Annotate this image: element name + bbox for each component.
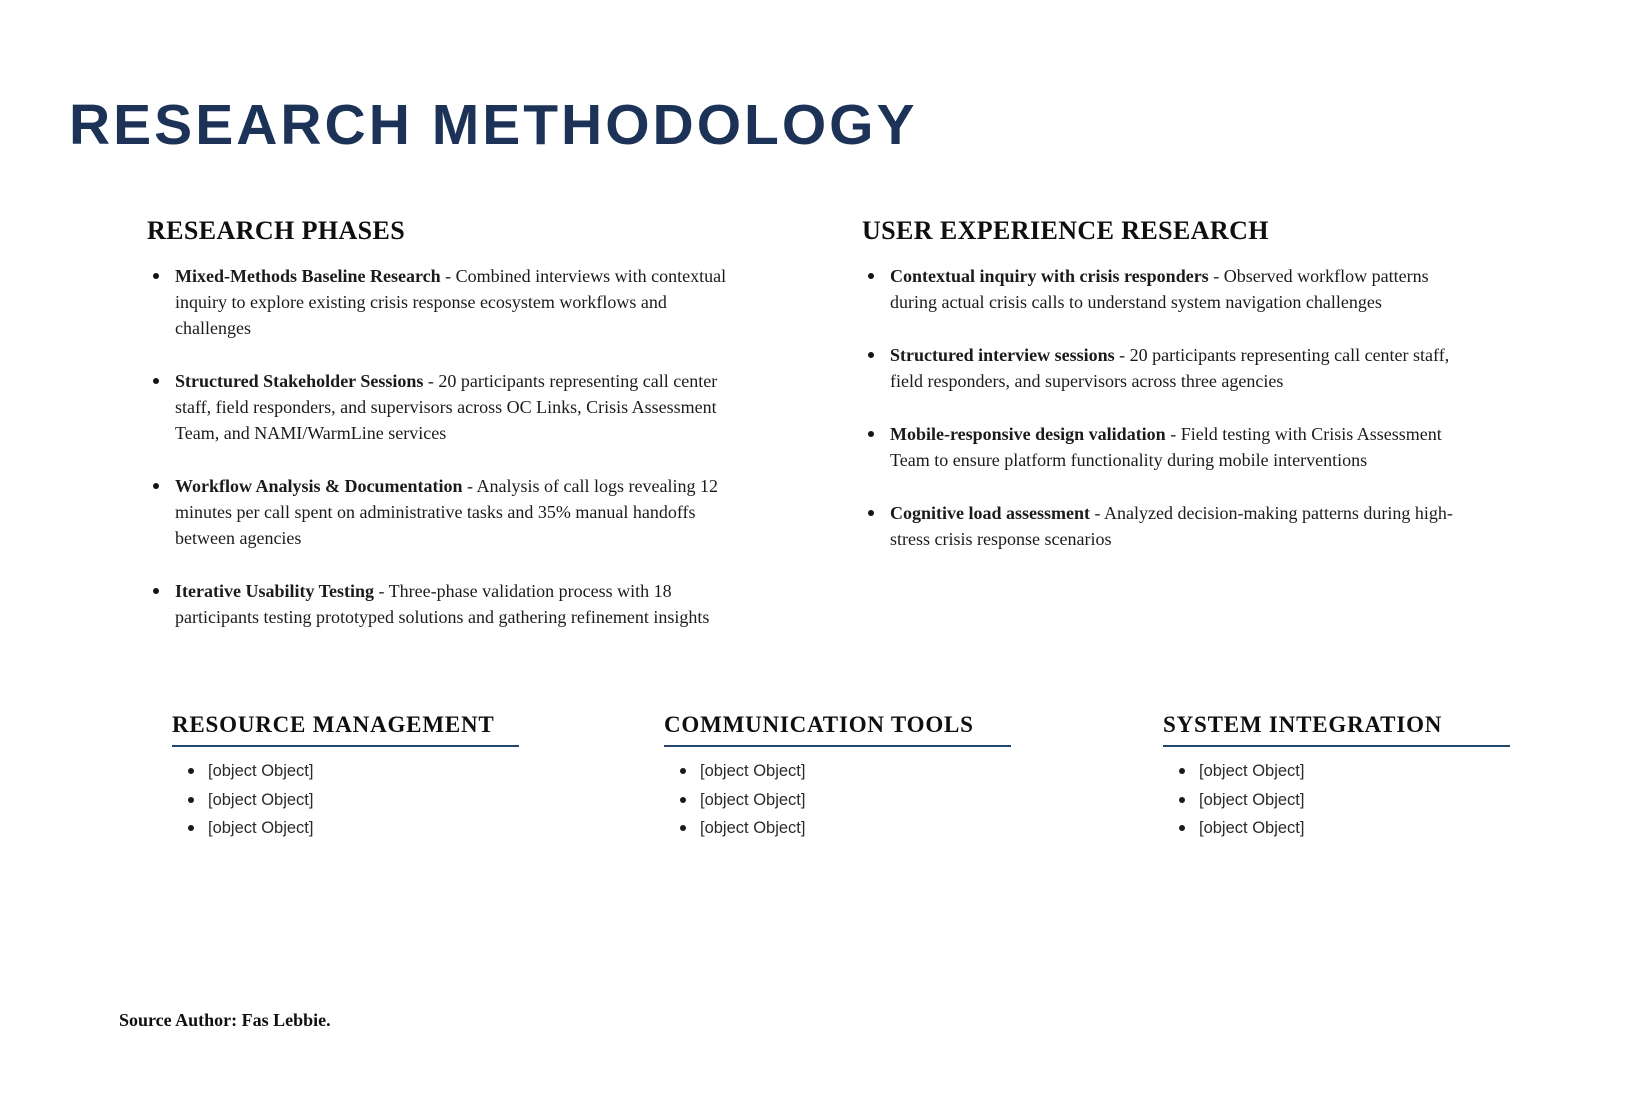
section-user-experience-research xyxy=(862,216,1474,579)
item-lead: Mixed-Methods Baseline Research xyxy=(175,266,441,286)
item-lead: Iterative Usability Testing xyxy=(175,581,375,601)
feature-column-title: COMMUNICATION TOOLS xyxy=(664,712,1011,747)
list-item xyxy=(147,473,747,551)
user-experience-list xyxy=(862,263,1474,552)
list-item xyxy=(862,342,1474,394)
feature-column-list xyxy=(172,757,532,843)
feature-column-title: SYSTEM INTEGRATION xyxy=(1163,712,1510,747)
item-text: - Analysis of call logs revealing 12 minutes per call spent on administrative tasks and 35% manual handoffs between agencies xyxy=(175,476,718,548)
feature-column-title: RESOURCE MANAGEMENT xyxy=(172,712,519,747)
item-lead: Structured Stakeholder Sessions xyxy=(175,371,424,391)
section-research-phases xyxy=(147,216,747,657)
list-item xyxy=(862,421,1474,473)
source-author: Source Author: Fas Lebbie. xyxy=(119,1010,331,1030)
list-item: [object Object] xyxy=(172,814,532,843)
item-lead: Contextual inquiry with crisis responders xyxy=(890,266,1209,286)
item-text: - 20 participants representing call center staff, field responders, and supervisors across OC Links, Crisis Assessment Team, and NAMI/WarmLine services xyxy=(175,371,718,443)
page-title: RESEARCH METHODOLOGY xyxy=(69,93,918,157)
item-text: - Combined interviews with contextual inquiry to explore existing crisis response ecosystem workflows and challenges xyxy=(175,266,727,338)
user-experience-title: USER EXPERIENCE RESEARCH xyxy=(862,216,1269,245)
item-text: - Analyzed decision-making patterns during high-stress crisis response scenarios xyxy=(890,503,1453,549)
item-lead: Cognitive load assessment xyxy=(890,503,1091,523)
research-phases-list xyxy=(147,263,747,630)
feature-column xyxy=(172,712,532,843)
item-text: - Field testing with Crisis Assessment Team to ensure platform functionality during mobile interventions xyxy=(890,424,1442,470)
list-item: [object Object] xyxy=(664,814,1024,843)
feature-column-list xyxy=(1163,757,1523,843)
item-text: - Observed workflow patterns during actual crisis calls to understand system navigation challenges xyxy=(890,266,1429,312)
list-item: [object Object] xyxy=(1163,757,1523,786)
list-item: [object Object] xyxy=(172,786,532,815)
list-item xyxy=(147,578,747,630)
list-item xyxy=(147,368,747,446)
research-phases-title: RESEARCH PHASES xyxy=(147,216,406,245)
item-text: - Three-phase validation process with 18 participants testing prototyped solutions and gathering refinement insights xyxy=(175,581,710,627)
list-item: [object Object] xyxy=(172,757,532,786)
feature-column xyxy=(664,712,1024,843)
list-item xyxy=(147,263,747,341)
feature-column-list xyxy=(664,757,1024,843)
list-item xyxy=(862,500,1474,552)
list-item: [object Object] xyxy=(1163,814,1523,843)
list-item: [object Object] xyxy=(664,786,1024,815)
item-lead: Workflow Analysis & Documentation xyxy=(175,476,463,496)
feature-column xyxy=(1163,712,1523,843)
item-lead: Mobile-responsive design validation xyxy=(890,424,1166,444)
list-item xyxy=(862,263,1474,315)
item-lead: Structured interview sessions xyxy=(890,345,1115,365)
list-item: [object Object] xyxy=(664,757,1024,786)
item-text: - 20 participants representing call center staff, field responders, and supervisors across three agencies xyxy=(890,345,1450,391)
list-item: [object Object] xyxy=(1163,786,1523,815)
